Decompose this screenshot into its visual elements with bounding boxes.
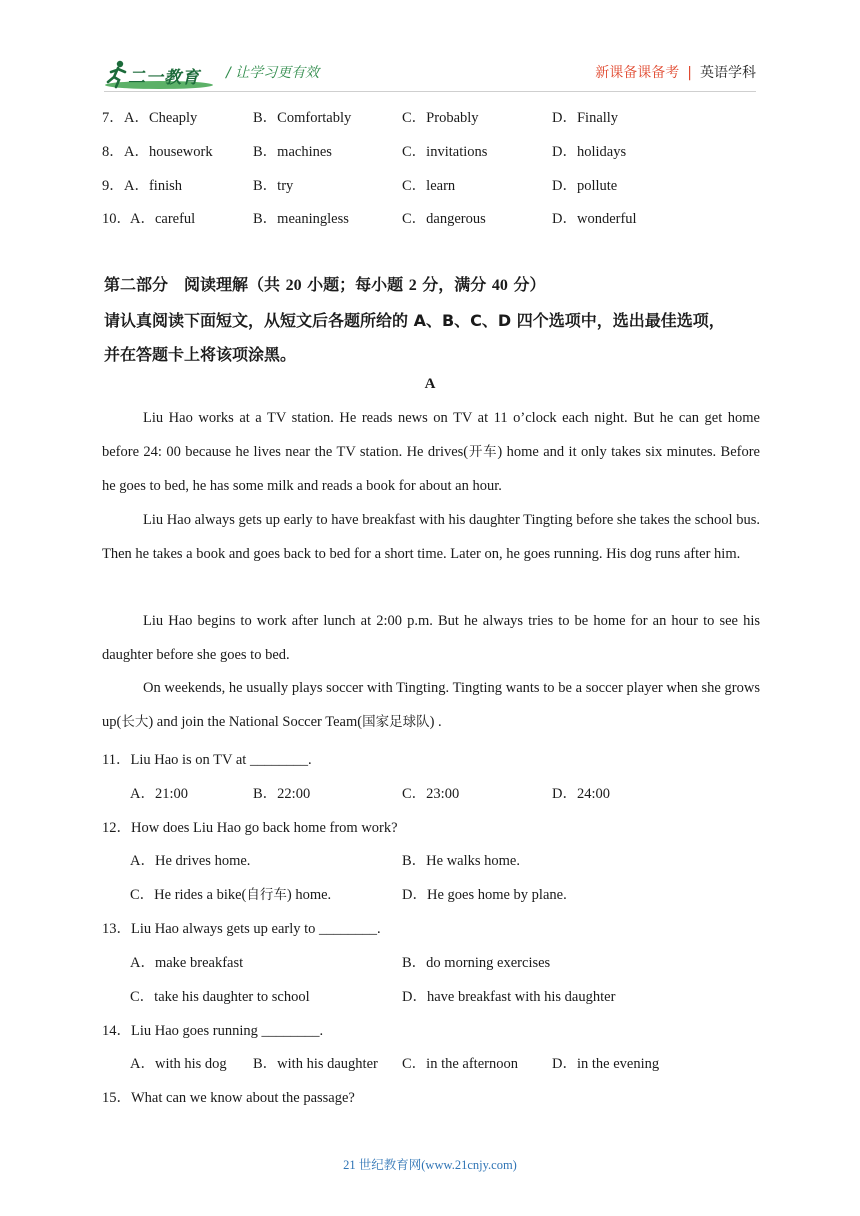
question-number: 8． [102,144,124,160]
option-c: C．in the afternoon [402,1056,518,1072]
passage-paragraph: Liu Hao always gets up early to have breakfast with his daughter Tingting before she takes the school bus. Then he takes a book and goes back to bed for a short time. Later on, he goes running. His dog runs after him. [102,512,760,562]
slogan: / 让学习更有效 [226,65,320,81]
gloss-cn: 开车 [468,444,498,460]
option-a: A．finish [124,178,182,194]
option-b: B．meaningless [253,211,349,227]
section-title-total: 40 [491,277,508,294]
page-footer: 21 世纪教育网(www.21cnjy.com) [343,1158,517,1172]
paragraph-text: Liu Hao works at a TV station. He reads news on TV at 11 o’clock each night. But he can get home before 24: 00 because he lives near the TV station. He drives( [102,410,760,460]
option-d: D．have breakfast with his daughter [402,989,616,1005]
option-a: A．with his dog [130,1056,227,1072]
option-b: B．with his daughter [253,1056,378,1072]
paragraph-text: ) home and it only takes six minutes. Before he goes to bed, he has some milk and reads a book for about an hour. [102,444,760,494]
option-d: D．in the evening [552,1056,660,1072]
option-b: B．He walks home. [402,853,520,869]
option-c: C．take his daughter to school [130,989,310,1005]
option-c-text: ) home. [286,887,332,903]
option-c: C．23:00 [402,786,460,802]
question-stem: 14．Liu Hao goes running ________. [102,1023,324,1039]
option-c: C．invitations [402,144,488,160]
section-title-mid: 小题；每小题 [301,275,409,294]
option-c [130,883,331,904]
option-c-text: C．He rides a bike( [130,887,247,903]
option-d: D．24:00 [552,786,610,802]
logo-text: 二一教育 [128,68,200,88]
question-number: 10． [102,211,131,227]
option-a: A．21:00 [130,786,188,802]
header-divider [104,91,756,92]
section-title-points: 2 [408,277,417,294]
option-b: B．22:00 [253,786,311,802]
option-d: D．holidays [552,144,627,160]
option-a: A．housework [124,144,213,160]
section-title-pre: 第二部分 阅读理解（共 [104,275,286,294]
passage-paragraph [102,671,760,739]
header-subject-label: 英语学科 [700,65,756,81]
option-b: B．do morning exercises [402,955,551,971]
option-a: A．Cheaply [124,110,198,126]
section-title [104,272,545,295]
page-header [104,58,756,92]
option-c: C．dangerous [402,211,486,227]
passage-title: A [424,376,436,392]
option-c: C．Probably [402,110,479,126]
header-separator: | [687,65,692,81]
question-number: 9． [102,178,124,194]
option-d: D．Finally [552,110,619,126]
option-a: A．make breakfast [130,955,244,971]
option-d: D．pollute [552,178,618,194]
passage-paragraph [102,401,760,503]
option-b: B．machines [253,144,332,160]
question-number: 7． [102,110,124,126]
header-right [595,62,756,82]
option-d: D．He goes home by plane. [402,887,567,903]
header-course-label: 新课备课备考 [595,65,680,81]
question-stem: 12．How does Liu Hao go back home from work? [102,820,398,836]
paragraph-text: On weekends, he usually plays soccer with Tingting. Tingting wants to be a soccer player when she grows up( [102,680,760,730]
paragraph-text: ) and join the National Soccer Team( [148,714,363,730]
question-stem: 15．What can we know about the passage? [102,1090,355,1106]
option-b: B．Comfortably [253,110,352,126]
section-title-post: 分） [507,275,546,294]
paragraph-text: ) . [429,714,442,730]
question-stem: 11．Liu Hao is on TV at ________. [102,752,312,768]
section-instruction-line1: 请认真阅读下面短文，从短文后各题所给的 A、B、C、D 四个选项中，选出最佳选项， [104,311,725,330]
question-stem: 13．Liu Hao always gets up early to ________. [102,921,381,937]
section-instruction-line2: 并在答题卡上将该项涂黑。 [104,345,297,364]
gloss-cn: 自行车 [246,887,287,903]
gloss-cn: 长大 [121,714,149,730]
option-c: C．learn [402,178,456,194]
option-d: D．wonderful [552,211,637,227]
option-a: A．careful [130,211,196,227]
passage-paragraph: Liu Hao begins to work after lunch at 2:00 p.m. But he always tries to be home for an hour to see his daughter before she goes to bed. [102,613,760,663]
gloss-cn: 国家足球队 [362,714,430,730]
section-title-count: 20 [285,277,302,294]
option-a: A．He drives home. [130,853,251,869]
option-b: B．try [253,178,294,194]
section-title-mid2: 分，满分 [416,275,492,294]
